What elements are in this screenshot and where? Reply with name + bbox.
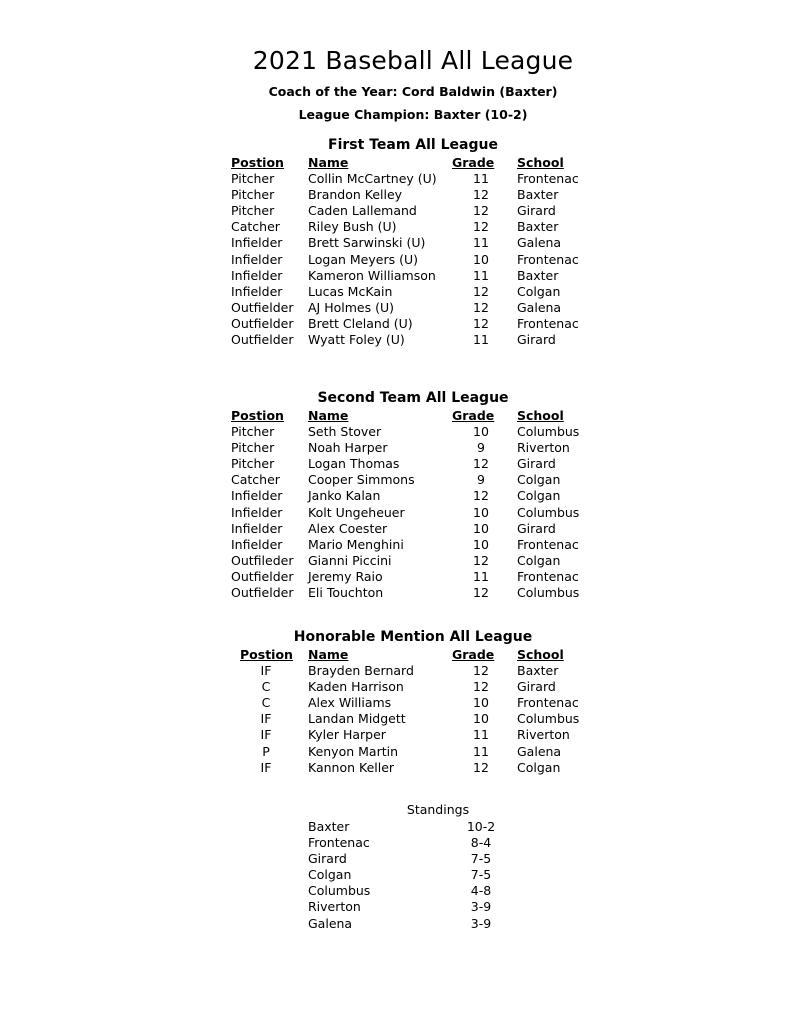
team-cell: Columbus xyxy=(308,883,371,899)
table-row xyxy=(0,711,791,727)
table-row xyxy=(0,488,791,504)
position-cell: IF xyxy=(260,711,272,727)
standings-row xyxy=(0,916,791,932)
header-grade: Grade xyxy=(452,647,495,662)
header-school: School xyxy=(517,155,564,170)
name-cell: Collin McCartney (U) xyxy=(308,171,437,187)
position-cell: Infielder xyxy=(231,251,283,267)
grade-cell: 9 xyxy=(477,440,485,456)
name-cell: Gianni Piccini xyxy=(308,552,392,568)
grade-cell: 12 xyxy=(473,219,489,235)
name-cell: Wyatt Foley (U) xyxy=(308,332,405,348)
record-cell: 4-8 xyxy=(470,883,492,899)
name-cell: AJ Holmes (U) xyxy=(308,299,394,315)
header-position: Postion xyxy=(240,647,293,662)
grade-cell: 12 xyxy=(473,679,489,695)
school-cell: Frontenac xyxy=(517,251,579,267)
name-cell: Alex Williams xyxy=(308,695,392,711)
school-cell: Girard xyxy=(517,679,556,695)
school-cell: Frontenac xyxy=(517,315,579,331)
header-position: Postion xyxy=(231,408,284,423)
table-row xyxy=(0,744,791,760)
grade-cell: 11 xyxy=(473,235,489,251)
team-cell: Frontenac xyxy=(308,835,370,851)
header-grade: Grade xyxy=(452,155,495,170)
name-cell: Brandon Kelley xyxy=(308,187,403,203)
header-name: Name xyxy=(308,408,349,423)
position-cell: IF xyxy=(260,759,272,775)
position-cell: Outfielder xyxy=(231,299,294,315)
table-row xyxy=(0,300,791,316)
grade-cell: 10 xyxy=(473,520,489,536)
position-cell: Outfileder xyxy=(231,552,294,568)
name-cell: Cooper Simmons xyxy=(308,472,415,488)
school-cell: Baxter xyxy=(517,663,559,679)
table-row xyxy=(0,440,791,456)
record-cell: 7-5 xyxy=(470,867,492,883)
name-cell: Logan Thomas xyxy=(308,456,400,472)
grade-cell: 9 xyxy=(477,472,485,488)
position-cell: Outfielder xyxy=(231,568,294,584)
school-cell: Frontenac xyxy=(517,536,579,552)
page-title: 2021 Baseball All League xyxy=(252,46,574,75)
position-cell: Pitcher xyxy=(231,440,275,456)
position-cell: Infielder xyxy=(231,235,283,251)
position-cell: IF xyxy=(260,663,272,679)
table-row xyxy=(0,187,791,203)
position-cell: Infielder xyxy=(231,267,283,283)
position-cell: Outfielder xyxy=(231,332,294,348)
school-cell: Galena xyxy=(517,235,562,251)
record-cell: 10-2 xyxy=(466,819,496,834)
table-row xyxy=(0,585,791,601)
name-cell: Eli Touchton xyxy=(308,585,384,601)
standings-row xyxy=(0,819,791,835)
record-cell: 3-9 xyxy=(470,915,492,931)
header-name: Name xyxy=(308,647,349,662)
grade-cell: 10 xyxy=(473,504,489,520)
table-row xyxy=(0,569,791,585)
position-cell: IF xyxy=(260,727,272,743)
name-cell: Brett Sarwinski (U) xyxy=(308,235,426,251)
first-team-table xyxy=(0,155,791,348)
school-cell: Colgan xyxy=(517,759,561,775)
position-cell: Pitcher xyxy=(231,203,275,219)
position-cell: C xyxy=(261,695,271,711)
grade-cell: 11 xyxy=(473,727,489,743)
honorable-mention-rows xyxy=(0,663,791,776)
table-row xyxy=(0,203,791,219)
standings-table xyxy=(0,819,791,932)
name-cell: Mario Menghini xyxy=(308,536,404,552)
standings-row xyxy=(0,867,791,883)
header-school: School xyxy=(517,408,564,423)
table-header-row xyxy=(0,647,791,663)
name-cell: Noah Harper xyxy=(308,440,388,456)
position-cell: Infielder xyxy=(231,504,283,520)
table-row xyxy=(0,695,791,711)
grade-cell: 11 xyxy=(473,568,489,584)
second-team-table xyxy=(0,408,791,601)
team-cell: Colgan xyxy=(308,867,352,883)
position-cell: Pitcher xyxy=(231,424,275,440)
position-cell: Pitcher xyxy=(231,456,275,472)
table-row xyxy=(0,537,791,553)
position-cell: Catcher xyxy=(231,472,280,488)
header-position: Postion xyxy=(231,155,284,170)
grade-cell: 12 xyxy=(473,299,489,315)
header-school: School xyxy=(517,647,564,662)
table-row xyxy=(0,760,791,776)
school-cell: Columbus xyxy=(517,504,580,520)
team-cell: Girard xyxy=(308,851,347,867)
school-cell: Baxter xyxy=(517,219,559,235)
school-cell: Riverton xyxy=(517,727,570,743)
grade-cell: 12 xyxy=(473,585,489,601)
coach-of-the-year: Coach of the Year: Cord Baldwin (Baxter) xyxy=(268,84,558,99)
grade-cell: 10 xyxy=(473,695,489,711)
header-grade: Grade xyxy=(452,408,495,423)
record-cell: 7-5 xyxy=(470,851,492,867)
name-cell: Landan Midgett xyxy=(308,711,406,727)
position-cell: Pitcher xyxy=(231,187,275,203)
table-row xyxy=(0,472,791,488)
position-cell: Infielder xyxy=(231,283,283,299)
school-cell: Baxter xyxy=(517,267,559,283)
school-cell: Colgan xyxy=(517,552,561,568)
name-cell: Kenyon Martin xyxy=(308,743,399,759)
table-row xyxy=(0,316,791,332)
standings-row xyxy=(0,835,791,851)
school-cell: Columbus xyxy=(517,711,580,727)
second-team-title: Second Team All League xyxy=(317,390,509,406)
name-cell: Jeremy Raio xyxy=(308,568,383,584)
team-cell: Baxter xyxy=(308,819,350,834)
standings-title: Standings xyxy=(406,802,470,817)
team-cell: Galena xyxy=(308,915,353,931)
school-cell: Girard xyxy=(517,203,556,219)
table-row xyxy=(0,456,791,472)
name-cell: Alex Coester xyxy=(308,520,388,536)
school-cell: Frontenac xyxy=(517,171,579,187)
school-cell: Colgan xyxy=(517,472,561,488)
position-cell: Infielder xyxy=(231,536,283,552)
table-row xyxy=(0,727,791,743)
name-cell: Brett Cleland (U) xyxy=(308,315,413,331)
school-cell: Columbus xyxy=(517,585,580,601)
position-cell: C xyxy=(261,679,271,695)
table-row xyxy=(0,521,791,537)
name-cell: Kaden Harrison xyxy=(308,679,404,695)
table-row xyxy=(0,268,791,284)
header-name: Name xyxy=(308,155,349,170)
team-cell: Riverton xyxy=(308,899,361,915)
name-cell: Logan Meyers (U) xyxy=(308,251,418,267)
name-cell: Caden Lallemand xyxy=(308,203,417,219)
standings-row xyxy=(0,899,791,915)
name-cell: Kyler Harper xyxy=(308,727,386,743)
table-row xyxy=(0,553,791,569)
school-cell: Girard xyxy=(517,520,556,536)
position-cell: Outfielder xyxy=(231,585,294,601)
record-cell: 8-4 xyxy=(470,835,492,851)
grade-cell: 10 xyxy=(473,251,489,267)
school-cell: Baxter xyxy=(517,187,559,203)
table-row xyxy=(0,219,791,235)
grade-cell: 12 xyxy=(473,663,489,679)
name-cell: Seth Stover xyxy=(308,424,382,440)
grade-cell: 11 xyxy=(473,743,489,759)
name-cell: Kameron Williamson xyxy=(308,267,436,283)
honorable-mention-title: Honorable Mention All League xyxy=(293,629,533,645)
grade-cell: 12 xyxy=(473,759,489,775)
second-team-rows xyxy=(0,424,791,601)
name-cell: Kannon Keller xyxy=(308,759,395,775)
name-cell: Brayden Bernard xyxy=(308,663,414,679)
position-cell: Outfielder xyxy=(231,315,294,331)
table-row xyxy=(0,679,791,695)
record-cell: 3-9 xyxy=(470,899,492,915)
school-cell: Frontenac xyxy=(517,568,579,584)
position-cell: Infielder xyxy=(231,488,283,504)
grade-cell: 10 xyxy=(473,711,489,727)
table-header-row xyxy=(0,155,791,171)
grade-cell: 12 xyxy=(473,552,489,568)
name-cell: Riley Bush (U) xyxy=(308,219,397,235)
school-cell: Riverton xyxy=(517,440,570,456)
table-row xyxy=(0,171,791,187)
name-cell: Lucas McKain xyxy=(308,283,393,299)
position-cell: Infielder xyxy=(231,520,283,536)
grade-cell: 12 xyxy=(473,488,489,504)
school-cell: Galena xyxy=(517,299,562,315)
position-cell: P xyxy=(262,743,270,759)
school-cell: Colgan xyxy=(517,488,561,504)
table-row xyxy=(0,505,791,521)
first-team-rows xyxy=(0,171,791,348)
grade-cell: 10 xyxy=(473,536,489,552)
table-row xyxy=(0,235,791,251)
standings-row xyxy=(0,851,791,867)
league-champion: League Champion: Baxter (10-2) xyxy=(298,107,528,122)
school-cell: Frontenac xyxy=(517,695,579,711)
grade-cell: 12 xyxy=(473,315,489,331)
grade-cell: 10 xyxy=(473,424,489,440)
table-header-row xyxy=(0,408,791,424)
position-cell: Catcher xyxy=(231,219,280,235)
first-team-title: First Team All League xyxy=(328,137,498,153)
position-cell: Pitcher xyxy=(231,171,275,187)
name-cell: Janko Kalan xyxy=(308,488,381,504)
school-cell: Galena xyxy=(517,743,562,759)
grade-cell: 12 xyxy=(473,203,489,219)
school-cell: Columbus xyxy=(517,424,580,440)
grade-cell: 11 xyxy=(473,267,489,283)
table-row xyxy=(0,332,791,348)
grade-cell: 12 xyxy=(473,456,489,472)
school-cell: Colgan xyxy=(517,283,561,299)
grade-cell: 12 xyxy=(473,187,489,203)
grade-cell: 11 xyxy=(473,171,489,187)
standings-row xyxy=(0,883,791,899)
table-row xyxy=(0,252,791,268)
school-cell: Girard xyxy=(517,456,556,472)
table-row xyxy=(0,424,791,440)
name-cell: Kolt Ungeheuer xyxy=(308,504,405,520)
grade-cell: 11 xyxy=(473,332,489,348)
grade-cell: 12 xyxy=(473,283,489,299)
school-cell: Girard xyxy=(517,332,556,348)
table-row xyxy=(0,663,791,679)
table-row xyxy=(0,284,791,300)
honorable-mention-table xyxy=(0,647,791,776)
